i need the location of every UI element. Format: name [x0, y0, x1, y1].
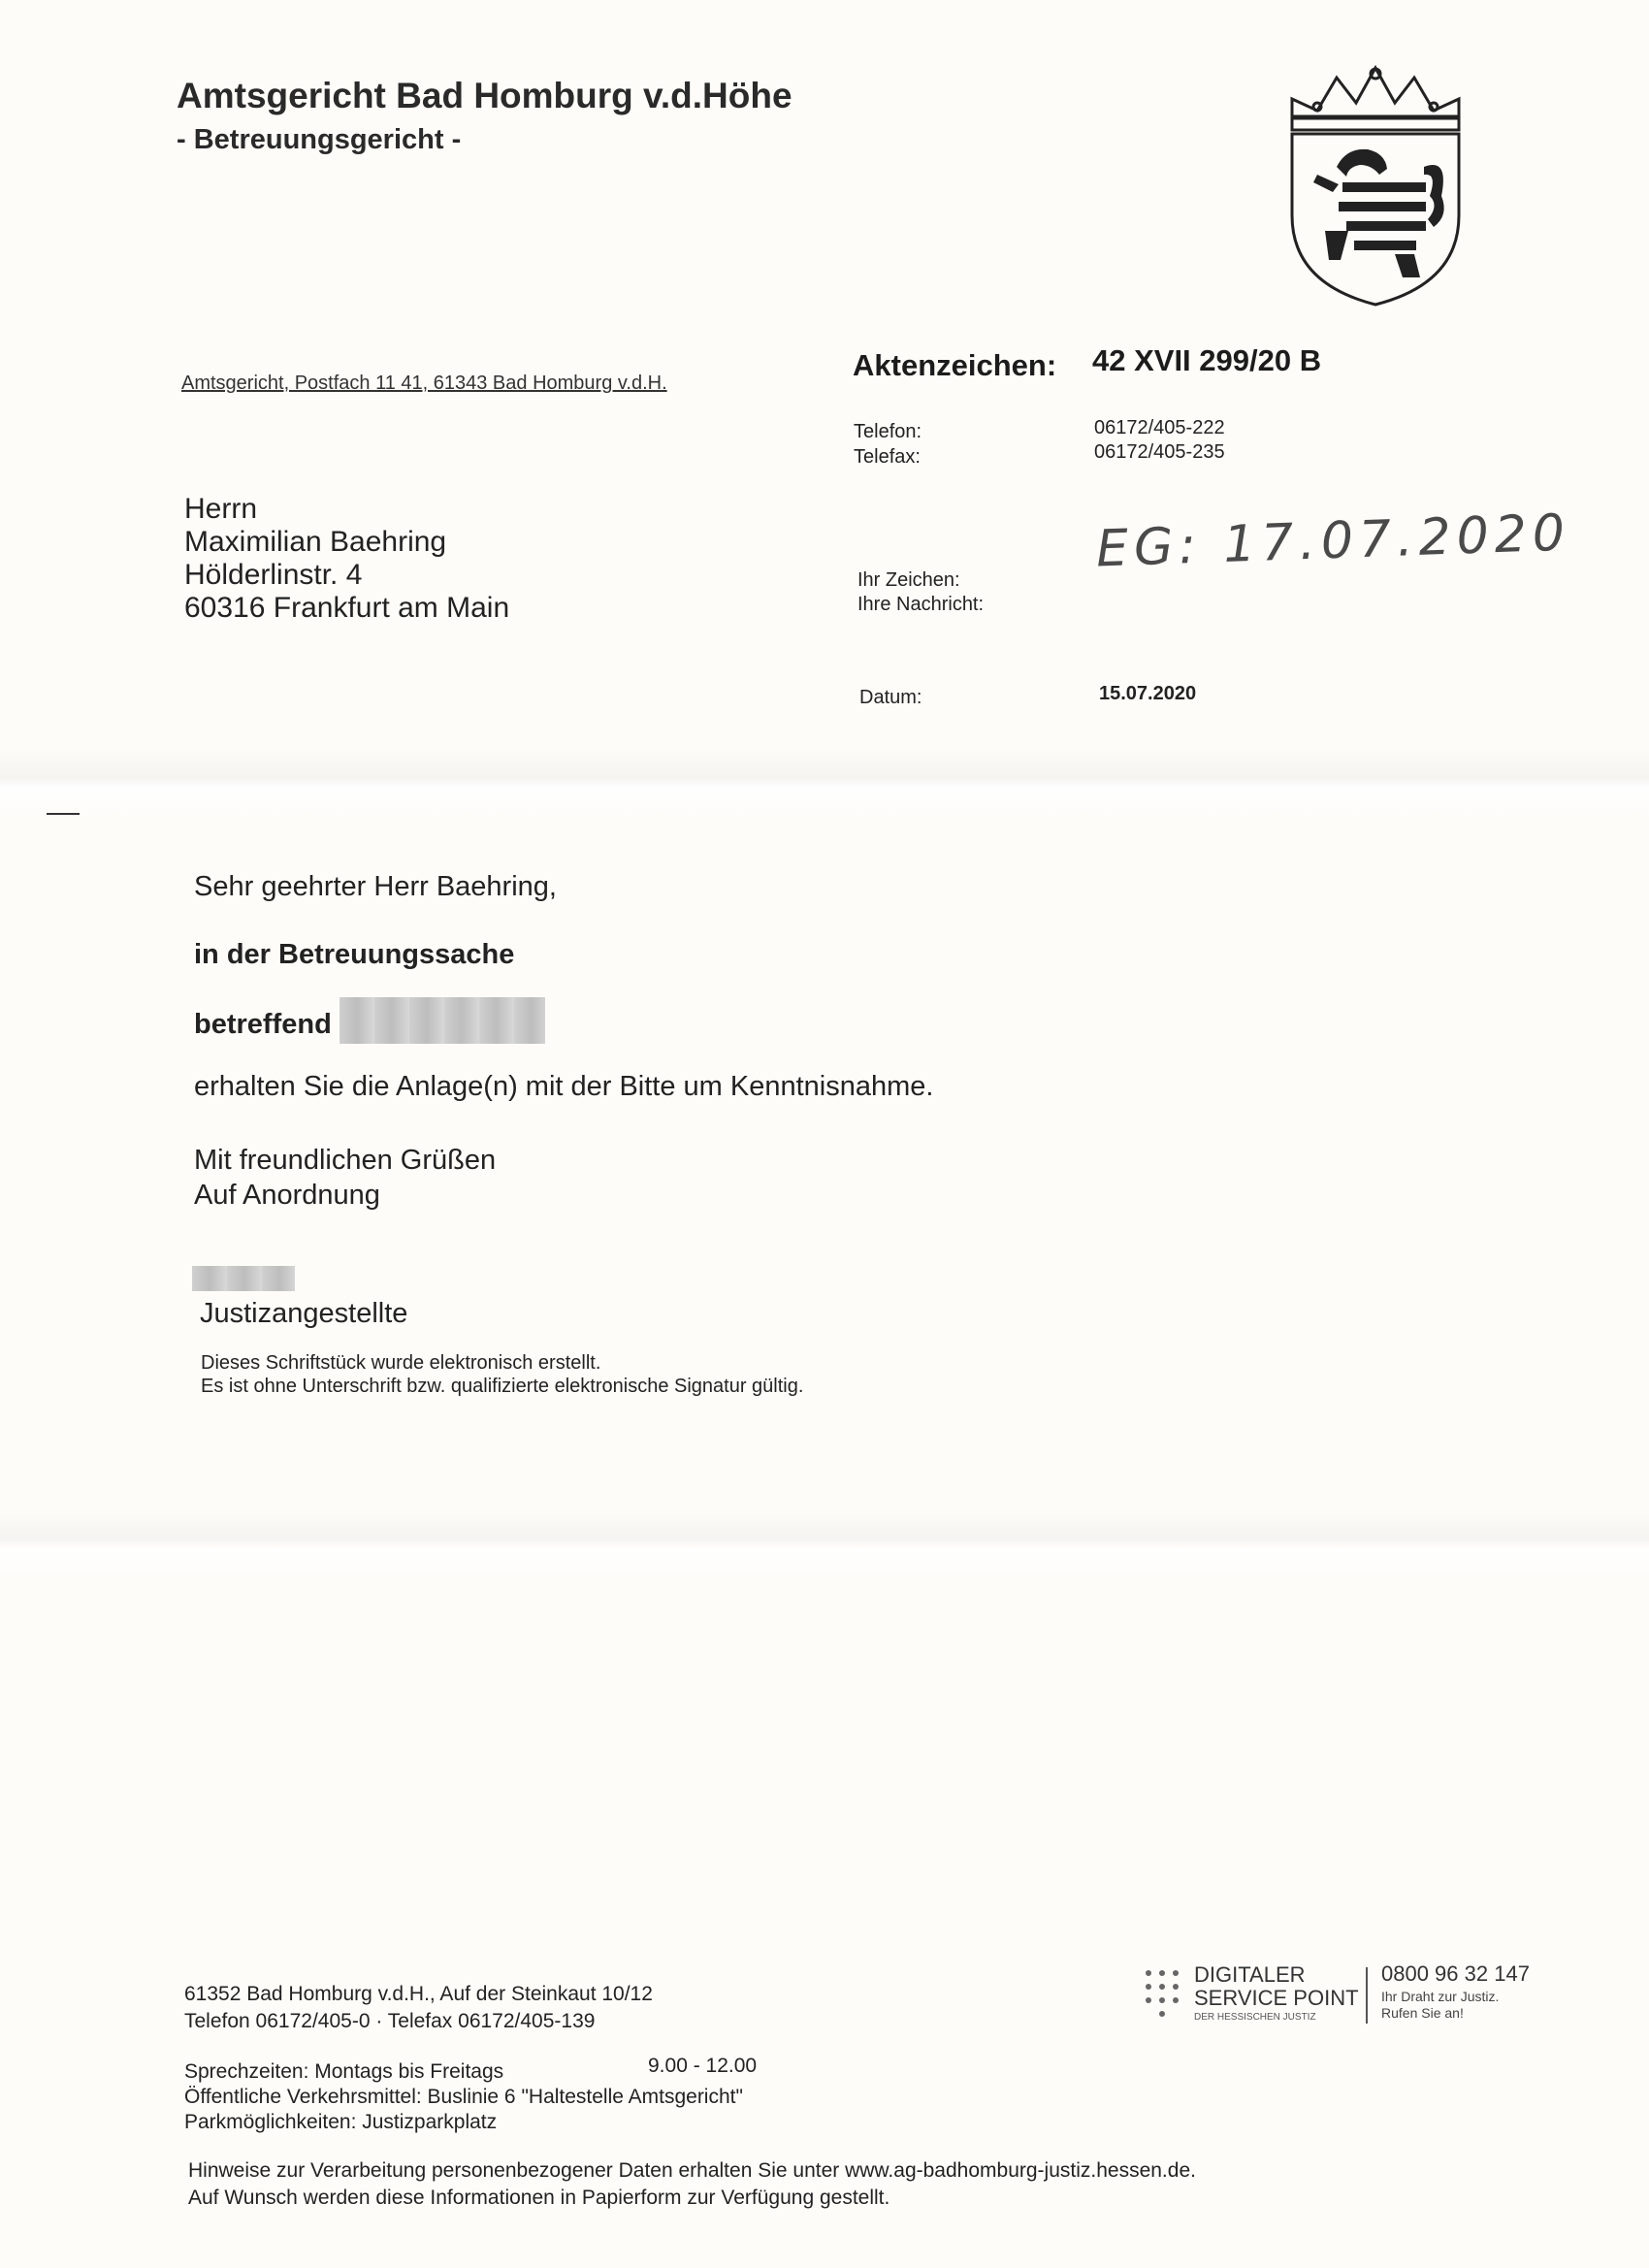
- electronic-note-1: Dieses Schriftstück wurde elektronisch erstellt.: [201, 1352, 601, 1374]
- electronic-note-2: Es ist ohne Unterschrift bzw. qualifizierte elektronische Signatur gültig.: [201, 1376, 804, 1397]
- paper-fold: [0, 1508, 1649, 1576]
- footer-address: 61352 Bad Homburg v.d.H., Auf der Steinkaut 10/12: [184, 1983, 653, 2005]
- recipient-name: Maximilian Baehring: [184, 526, 447, 558]
- return-address: Amtsgericht, Postfach 11 41, 61343 Bad Homburg v.d.H.: [181, 373, 667, 394]
- telefax-label: Telefax:: [854, 446, 921, 468]
- paper-fold: [0, 747, 1649, 815]
- recipient-salutation: Herrn: [184, 493, 258, 525]
- closing-order: Auf Anordnung: [194, 1180, 380, 1211]
- service-point-divider: [1366, 1967, 1368, 2024]
- service-point-tagline: Ihr Draht zur Justiz. Rufen Sie an!: [1381, 1989, 1500, 2021]
- service-point-subtitle: DER HESSISCHEN JUSTIZ: [1194, 2012, 1316, 2023]
- received-stamp: EG: 17.07.2020: [1095, 503, 1571, 579]
- dot-grid-icon: [1143, 1967, 1183, 2025]
- datum-label: Datum:: [859, 687, 922, 708]
- footer-hours-label: Sprechzeiten: Montags bis Freitags: [184, 2060, 504, 2083]
- aktenzeichen-value: 42 XVII 299/20 B: [1092, 343, 1322, 377]
- court-department: - Betreuungsgericht -: [177, 124, 462, 155]
- telefon-value: 06172/405-222: [1094, 417, 1225, 438]
- footer-privacy-2: Auf Wunsch werden diese Informationen in Papierform zur Verfügung gestellt.: [188, 2187, 890, 2209]
- aktenzeichen-label: Aktenzeichen:: [853, 348, 1057, 382]
- redacted-signature: [192, 1266, 295, 1291]
- greeting: Sehr geehrter Herr Baehring,: [194, 871, 557, 902]
- signer-role: Justizangestellte: [200, 1298, 408, 1329]
- footer-transit: Öffentliche Verkehrsmittel: Buslinie 6 "Haltestelle Amtsgericht": [184, 2086, 743, 2108]
- message-text: erhalten Sie die Anlage(n) mit der Bitte um Kenntnisnahme.: [194, 1071, 934, 1102]
- fold-mark: [47, 813, 80, 815]
- service-point-title: DIGITALER SERVICE POINT: [1194, 1962, 1359, 2010]
- telefax-value: 06172/405-235: [1094, 441, 1225, 463]
- recipient-street: Hölderlinstr. 4: [184, 559, 363, 591]
- datum-value: 15.07.2020: [1099, 683, 1197, 704]
- recipient-city: 60316 Frankfurt am Main: [184, 592, 510, 624]
- ihr-zeichen-label: Ihr Zeichen:: [857, 569, 960, 591]
- redacted-name: [340, 997, 545, 1044]
- footer-hours-value: 9.00 - 12.00: [648, 2055, 758, 2077]
- footer-parking: Parkmöglichkeiten: Justizparkplatz: [184, 2111, 498, 2133]
- matter-line: in der Betreuungssache: [194, 939, 515, 970]
- telefon-label: Telefon:: [854, 421, 922, 442]
- footer-privacy-1: Hinweise zur Verarbeitung personenbezogener Daten erhalten Sie unter www.ag-badhomburg-justiz.hessen.de.: [188, 2159, 1196, 2182]
- service-point-logo: [1143, 1960, 1550, 2029]
- service-point-phone: 0800 96 32 147: [1381, 1961, 1530, 1986]
- ihre-nachricht-label: Ihre Nachricht:: [857, 594, 985, 615]
- closing-greeting: Mit freundlichen Grüßen: [194, 1145, 497, 1176]
- hessen-lion-crest-icon: [1278, 60, 1472, 312]
- court-name: Amtsgericht Bad Homburg v.d.Höhe: [177, 76, 792, 115]
- footer-phone-fax: Telefon 06172/405-0 · Telefax 06172/405-139: [184, 2010, 596, 2032]
- concerning-label: betreffend: [194, 1009, 332, 1040]
